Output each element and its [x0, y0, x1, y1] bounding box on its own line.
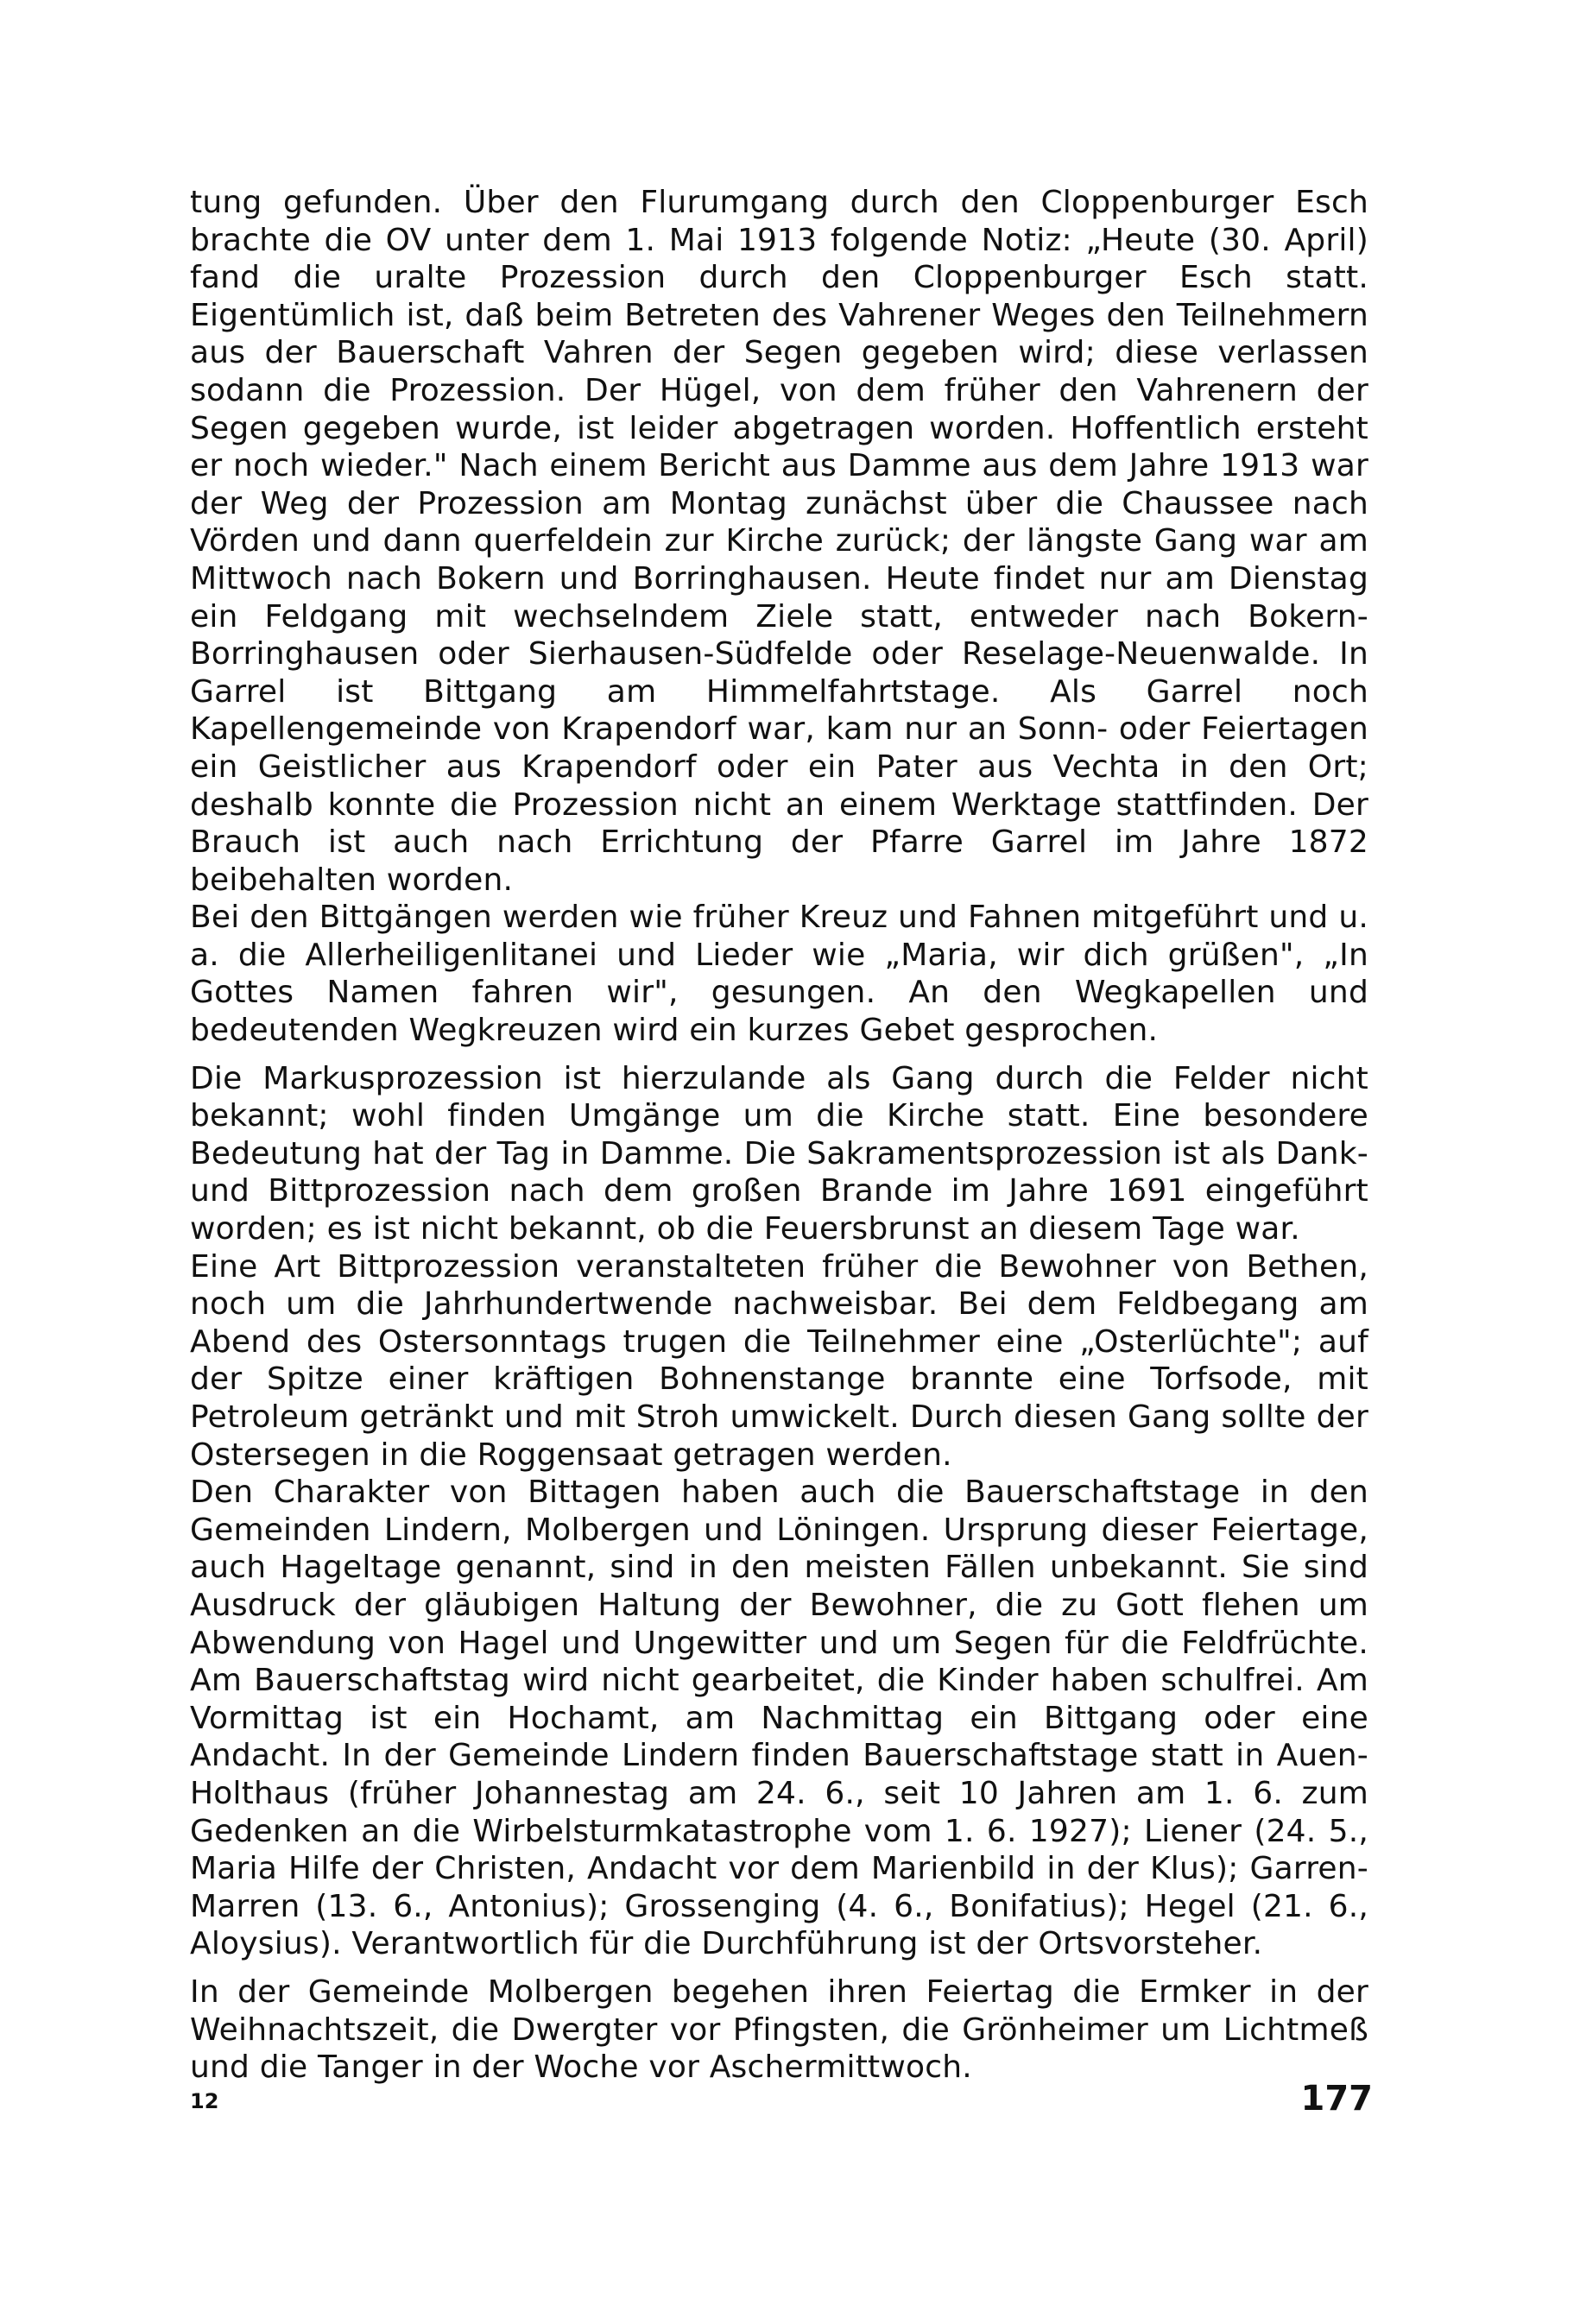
paragraph-2: Bei den Bittgängen werden wie früher Kreuz und Fahnen mitgeführt und u. a. die Allerheiligenlitanei und Lieder wie „Maria, wir dich grüßen", „In Gottes Namen fahren wir", gesungen. An den Wegkapellen und bedeutenden Wegkreuzen wird ein kurzes Gebet gesprochen. — [190, 900, 1368, 1049]
page-number: 177 — [1300, 2079, 1373, 2119]
signature-mark: 12 — [190, 2089, 219, 2113]
paragraph-6: In der Gemeinde Molbergen begehen ihren Feiertag die Ermker in der Weihnachtszeit, die Dwergter vor Pfingsten, die Grönheimer um Lichtmeß und die Tanger in der Woche vor Aschermittwoch. — [190, 1974, 1368, 2086]
paragraph-1: tung gefunden. Über den Flurumgang durch den Cloppenburger Esch brachte die OV unter dem 1. Mai 1913 folgende Notiz: „Heute (30. April) fand die uralte Prozession durch den Cloppenburger Esch statt. Eigentümlich ist, daß beim Betreten des Vahrener Weges den Teilnehmern aus der Bauerschaft Vahren der Segen gegeben wird; diese verlassen sodann die Prozession. Der Hügel, von dem früher den Vahrenern der Segen gegeben wurde, ist leider abgetragen worden. Hoffentlich ersteht er noch wieder." Nach einem Bericht aus Damme aus dem Jahre 1913 war der Weg der Prozession am Montag zunächst über die Chaussee nach Vörden und dann querfeldein zur Kirche zurück; der längste Gang war am Mittwoch nach Bokern und Borringhausen. Heute findet nur am Dienstag ein Feldgang mit wechselndem Ziele statt, entweder nach Bokern-Borringhausen oder Sierhausen-Südfelde oder Reselage-Neuenwalde. In Garrel ist Bittgang am Himmelfahrtstage. Als Garrel noch Kapellengemeinde von Krapendorf war, kam nur an Sonn- oder Feiertagen ein Geistlicher aus Krapendorf oder ein Pater aus Vechta in den Ort; deshalb konnte die Prozession nicht an einem Werktage stattfinden. Der Brauch ist auch nach Errichtung der Pfarre Garrel im Jahre 1872 beibehalten worden. — [190, 185, 1368, 898]
body-text — [190, 184, 1368, 2087]
paragraph-4: Eine Art Bittprozession veranstalteten früher die Bewohner von Bethen, noch um die Jahrhundertwende nachweisbar. Bei dem Feldbegang am Abend des Ostersonntags trugen die Teilnehmer eine „Osterlüchte"; auf der Spitze einer kräftigen Bohnenstange brannte eine Torfsode, mit Petroleum getränkt und mit Stroh umwickelt. Durch diesen Gang sollte der Ostersegen in die Roggensaat getragen werden. — [190, 1248, 1368, 1473]
paragraph-5: Den Charakter von Bittagen haben auch die Bauerschaftstage in den Gemeinden Lindern, Molbergen und Löningen. Ursprung dieser Feiertage, auch Hageltage genannt, sind in den meisten Fällen unbekannt. Sie sind Ausdruck der gläubigen Haltung der Bewohner, die zu Gott flehen um Abwendung von Hagel und Ungewitter und um Segen für die Feldfrüchte. Am Bauerschaftstag wird nicht gearbeitet, die Kinder haben schulfrei. Am Vormittag ist ein Hochamt, am Nachmittag ein Bittgang oder eine Andacht. In der Gemeinde Lindern finden Bauerschaftstage statt in Auen-Holthaus (früher Johannestag am 24. 6., seit 10 Jahren am 1. 6. zum Gedenken an die Wirbelsturmkatastrophe vom 1. 6. 1927); Liener (24. 5., Maria Hilfe der Christen, Andacht vor dem Marienbild in der Klus); Garren-Marren (13. 6., Antonius); Grossenging (4. 6., Bonifatius); Hegel (21. 6., Aloysius). Verantwortlich für die Durchführung ist der Ortsvorsteher. — [190, 1475, 1368, 1962]
paragraph-3: Die Markusprozession ist hierzulande als Gang durch die Felder nicht bekannt; wohl finden Umgänge um die Kirche statt. Eine besondere Bedeutung hat der Tag in Damme. Die Sakramentsprozession ist als Dank- und Bittprozession nach dem großen Brande im Jahre 1691 eingeführt worden; es ist nicht bekannt, ob die Feuersbrunst an diesem Tage war. — [190, 1060, 1368, 1247]
